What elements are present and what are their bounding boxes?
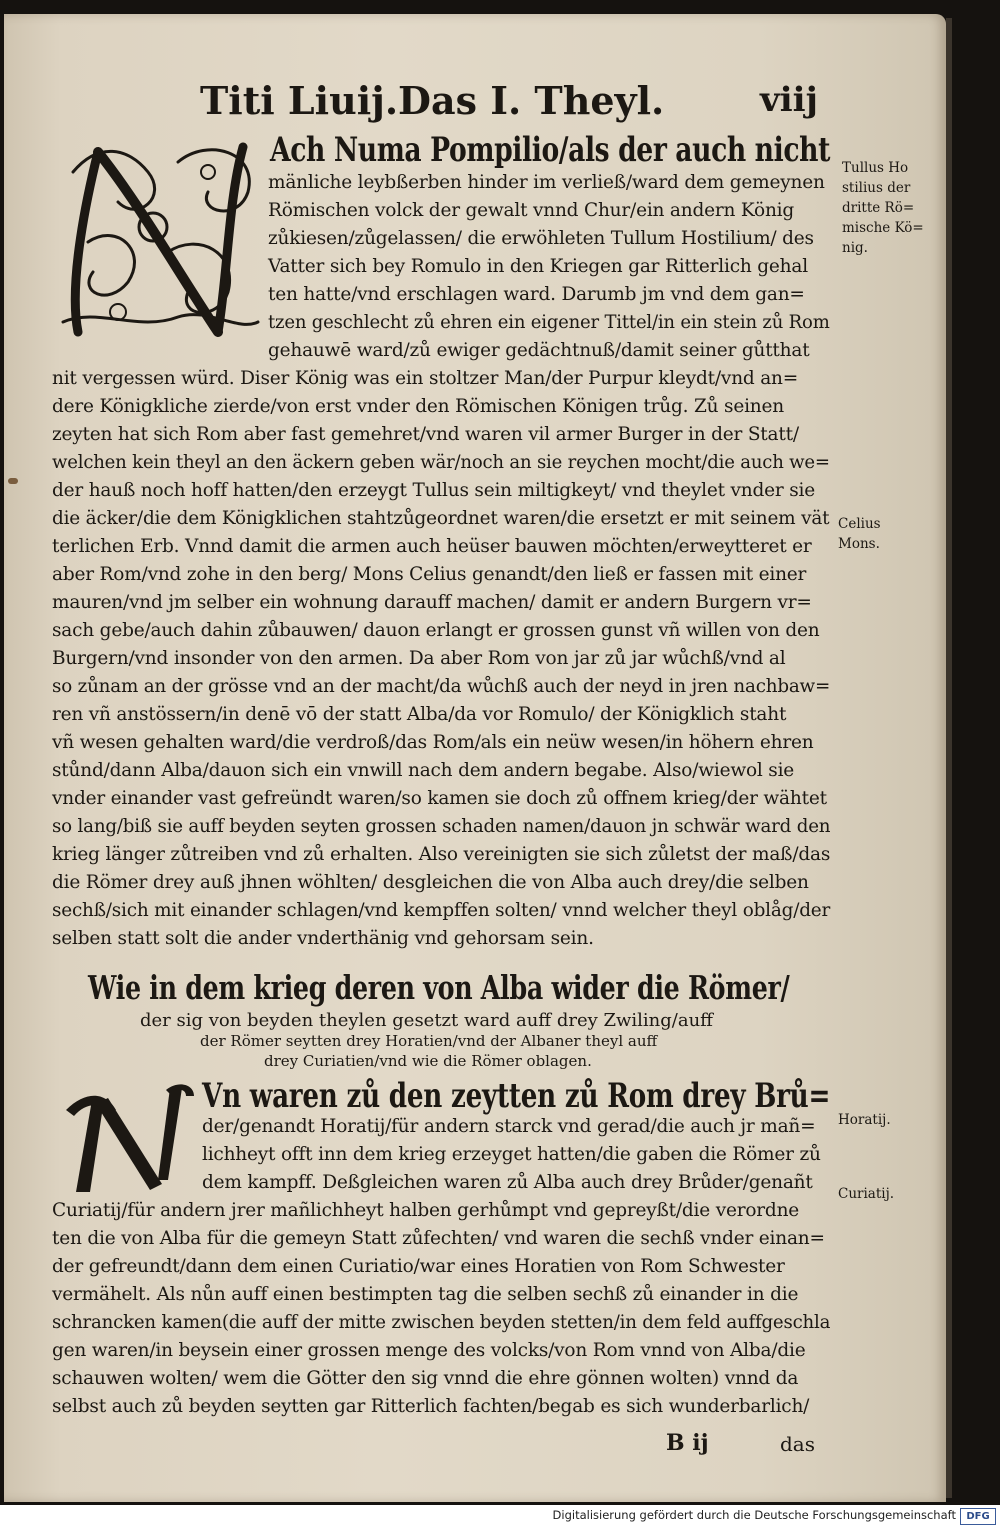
text-line: ren vñ anstössern/in denē vō der statt Alba/da vor Romulo/ der Königklich staht: [52, 704, 787, 725]
text-line: Burgern/vnd insonder von den armen. Da aber Rom von jar zů jar wůchß/vnd al: [52, 648, 786, 669]
text-line: der gefreundt/dann dem einen Curiatio/war eines Horatien von Rom Schwester: [52, 1256, 785, 1277]
text-line: vñ wesen gehalten ward/die verdroß/das Rom/als ein neüw wesen/in höhern ehren: [52, 732, 814, 753]
text-line: selbst auch zů beyden seytten gar Ritterlich fachten/begab es sich wunderbarlich/: [52, 1396, 810, 1417]
margin-note-curiatij: Curiatij.: [838, 1186, 895, 1202]
text-line: krieg länger zůtreiben vnd zů erhalten. Also vereinigten sie sich zůletst der maß/das: [52, 844, 831, 865]
margin-note-tullus-1: Tullus Ho: [842, 160, 909, 176]
text-line: die äcker/die dem Königklichen stahtzůgeordnet waren/die ersetzt er mit seinem vät: [52, 508, 830, 529]
text-line: so zůnam an der grösse vnd an der macht/da wůchß auch der neyd in jren nachbaw=: [52, 676, 831, 697]
signature-mark: B ij: [666, 1430, 709, 1456]
text-line: der/genandt Horatij/für andern starck vnd gerad/die auch jr mañ=: [202, 1116, 816, 1137]
text-line: Vatter sich bey Romulo in den Kriegen gar Ritterlich gehal: [268, 256, 808, 277]
text-line: schrancken kamen(die auff der mitte zwischen beyden stetten/in dem feld auffgeschla: [52, 1312, 831, 1333]
text-line: so lang/biß sie auff beyden seyten grossen schaden namen/dauon jn schwär ward den: [52, 816, 831, 837]
footer-bar: [0, 1505, 1000, 1527]
text-line: gen waren/in beysein einer grossen menge des volcks/von Rom vnnd von Alba/die: [52, 1340, 806, 1361]
text-line: stůnd/dann Alba/dauon sich ein vnwill nach dem andern begabe. Also/wiewol sie: [52, 760, 795, 781]
chapter-subtitle-1: der sig von beyden theylen gesetzt ward auff drey Zwiling/auff: [140, 1010, 713, 1031]
margin-note-tullus-3: dritte Rö=: [842, 200, 915, 216]
text-line: terlichen Erb. Vnnd damit die armen auch heüser bauwen möchten/erweytteret er: [52, 536, 812, 557]
text-line: sach gebe/auch dahin zůbauwen/ dauon erlangt er grossen gunst vñ willen von den: [52, 620, 820, 641]
text-line: zeyten hat sich Rom aber fast gemehret/vnd waren vil armer Burger in der Statt/: [52, 424, 799, 445]
text-line: tzen geschlecht zů ehren ein eigener Tittel/in ein stein zů Rom: [268, 312, 830, 333]
initial-n: [66, 1080, 196, 1196]
text-line: ten die von Alba für die gemeyn Statt zůfechten/ vnd waren die sechß vnder einan=: [52, 1228, 825, 1249]
text-line: welchen kein theyl an den äckern geben wär/noch an sie reychen mocht/die auch we=: [52, 452, 830, 473]
text-line: schauwen wolten/ wem die Götter den sig vnnd die ehre gönnen wolten) vnnd da: [52, 1368, 799, 1389]
margin-note-tullus-2: stilius der: [842, 180, 911, 196]
text-line: die Römer drey auß jhnen wöhlten/ desgleichen die von Alba auch drey/die selben: [52, 872, 809, 893]
chapter-subtitle-2: der Römer seytten drey Horatien/vnd der Albaner theyl auff: [200, 1032, 658, 1050]
text-line: gehauwē ward/zů ewiger gedächtnuß/damit seiner gůtthat: [268, 340, 810, 361]
text-line: sechß/sich mit einander schlagen/vnd kempffen solten/ vnnd welcher theyl oblåg/der: [52, 900, 831, 921]
text-line: aber Rom/vnd zohe in den berg/ Mons Celius genandt/den ließ er fassen mit einer: [52, 564, 807, 585]
text-line: vnder einander vast gefreündt waren/so kamen sie doch zů offnem krieg/der wähtet: [52, 788, 827, 809]
margin-note-celius-1: Celius: [838, 516, 881, 532]
text-line: mauren/vnd jm selber ein wohnung darauff machen/ damit er andern Burgern vr=: [52, 592, 812, 613]
text-line: dere Königkliche zierde/von erst vnder den Römischen Königen trůg. Zů seinen: [52, 396, 784, 417]
text-line: ten hatte/vnd erschlagen ward. Darumb jm vnd dem gan=: [268, 284, 805, 305]
text-line: der hauß noch hoff hatten/den erzeygt Tullus sein miltigkeyt/ vnd theylet vnder sie: [52, 480, 815, 501]
page-edge: [946, 18, 952, 1498]
footer-credit: Digitalisierung gefördert durch die Deutsche Forschungsgemeinschaft: [552, 1508, 956, 1522]
margin-note-tullus-4: mische Kö=: [842, 220, 924, 236]
text-line: selben statt solt die ander vnderthänig vnd gehorsam sein.: [52, 928, 594, 949]
catchword: das: [780, 1432, 815, 1456]
text-line: zůkiesen/zůgelassen/ die erwöhleten Tullum Hostilium/ des: [268, 228, 814, 249]
page-stain: [8, 478, 18, 484]
text-line: nit vergessen würd. Diser König was ein stoltzer Man/der Purpur kleydt/vnd an=: [52, 368, 799, 389]
text-line: Curiatij/für andern jrer mañlichheyt halben gerhůmpt vnd gepreyßt/die verordne: [52, 1200, 800, 1221]
text-line: Römischen volck der gewalt vnnd Chur/ein andern König: [268, 200, 795, 221]
folio-number: viij: [760, 80, 818, 120]
text-line: vermähelt. Als nůn auff einen bestimpten tag die selben sechß zů einander in die: [52, 1284, 799, 1305]
section2-first-line: Vn waren zů den zeytten zů Rom drey Brů=: [202, 1076, 831, 1116]
running-header-left: Titi Liuij.: [200, 78, 399, 123]
margin-note-celius-2: Mons.: [838, 536, 880, 552]
margin-note-tullus-5: nig.: [842, 240, 868, 256]
text-line: lichheyt offt inn dem krieg erzeyget hatten/die gaben die Römer zů: [202, 1144, 821, 1165]
text-line: dem kampff. Deßgleichen waren zů Alba auch drey Brůder/genañt: [202, 1172, 813, 1193]
chapter-title: Wie in dem krieg deren von Alba wider die Römer/: [88, 968, 790, 1007]
decorated-initial-n: [58, 132, 264, 344]
section1-first-line: Ach Numa Pompilio/als der auch nicht: [270, 130, 830, 170]
running-header-center: Das I. Theyl.: [398, 78, 665, 123]
margin-note-horatij: Horatij.: [838, 1112, 891, 1128]
text-line: mänliche leybßerben hinder im verließ/ward dem gemeynen: [268, 172, 825, 193]
dfg-logo-icon: DFG: [960, 1508, 996, 1525]
chapter-subtitle-3: drey Curiatien/vnd wie die Römer oblagen.: [264, 1052, 592, 1070]
